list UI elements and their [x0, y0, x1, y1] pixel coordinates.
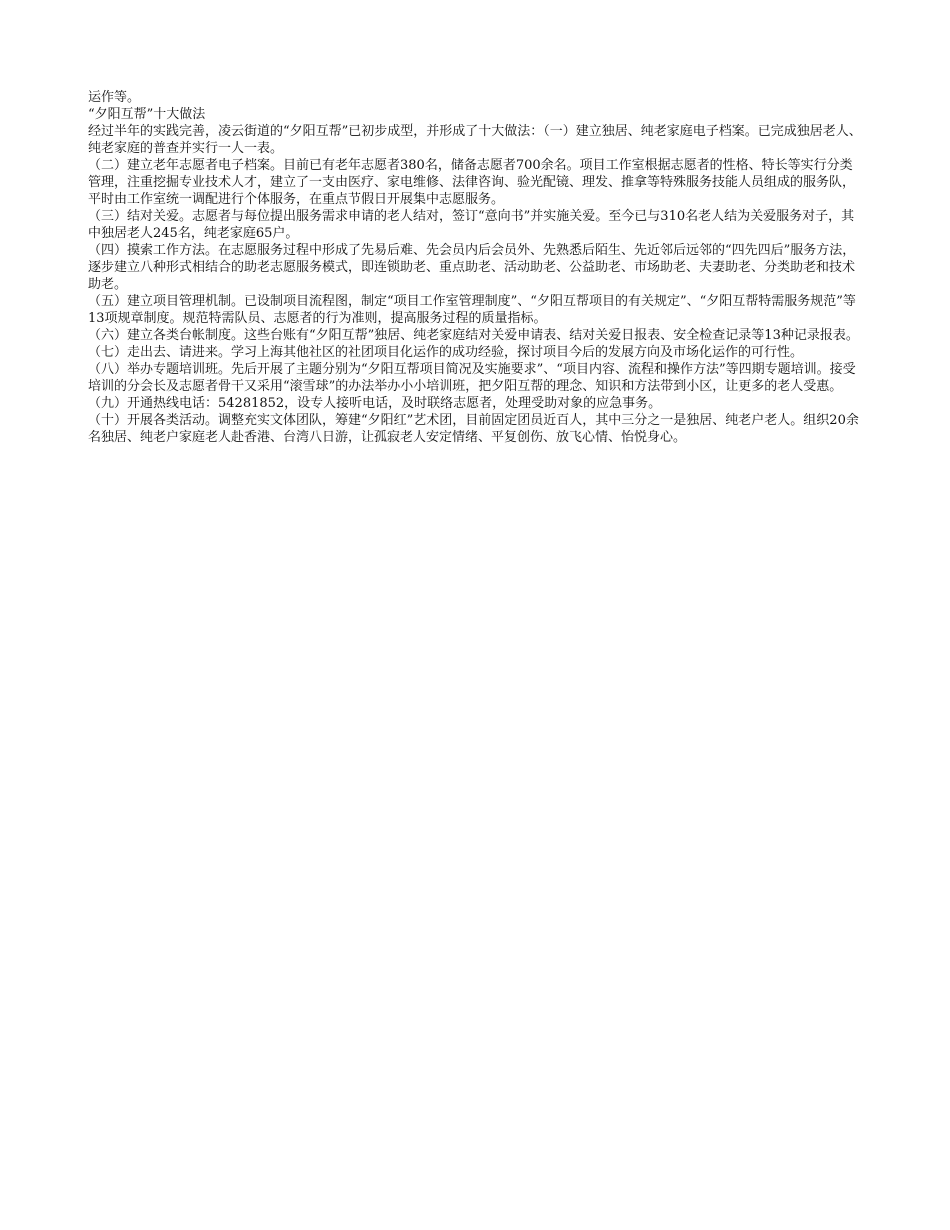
- paragraph-item-2: （二）建立老年志愿者电子档案。目前已有老年志愿者380名，储备志愿者700余名。项目工作室根据志愿者的性格、特长等实行分类管理，注重挖掘专业技术人才，建立了一支由医疗、家电维修、法律咨询、验光配镜、理发、推拿等特殊服务技能人员组成的服务队，平时由工作室统一调配进行个体服务，在重点节假日开展集中志愿服务。: [88, 158, 856, 207]
- paragraph-overview: 经过半年的实践完善，凌云街道的“夕阳互帮”已初步成型，并形成了十大做法：（一）建立独居、纯老家庭电子档案。已完成独居老人、纯老家庭的普查并实行一人一表。: [88, 124, 862, 156]
- paragraph-item-6: （六）建立各类台帐制度。这些台账有“夕阳互帮”独居、纯老家庭结对关爱申请表、结对关爱日报表、安全检查记录等13种记录报表。: [88, 328, 859, 343]
- paragraph-item-9: （九）开通热线电话：54281852，设专人接听电话，及时联络志愿者，处理受助对象的应急事务。: [88, 396, 662, 411]
- document-page: [88, 89, 864, 446]
- paragraph-item-5: （五）建立项目管理机制。已设制项目流程图，制定“项目工作室管理制度”、“夕阳互帮项目的有关规定”、“夕阳互帮特需服务规范”等13项规章制度。规范特需队员、志愿者的行为准则，提高服务过程的质量指标。: [88, 294, 856, 326]
- paragraph-item-7: （七）走出去、请进来。学习上海其他社区的社团项目化运作的成功经验，探讨项目今后的发展方向及市场化运作的可行性。: [88, 345, 804, 360]
- paragraph-item-4: （四）摸索工作方法。在志愿服务过程中形成了先易后难、先会员内后会员外、先熟悉后陌生、先近邻后远邻的“四先四后”服务方法，逐步建立八种形式相结合的助老志愿服务模式，即连锁助老、重点助老、活动助老、公益助老、市场助老、夫妻助老、分类助老和技术助老。: [88, 243, 856, 292]
- paragraph-intro-tail: 运作等。: [88, 90, 141, 105]
- paragraph-item-3: （三）结对关爱。志愿者与每位提出服务需求申请的老人结对，签订“意向书”并实施关爱。至今已与310名老人结为关爱服务对子，其中独居老人245名，纯老家庭65户。: [88, 209, 855, 241]
- paragraph-item-8: （八）举办专题培训班。先后开展了主题分别为“夕阳互帮项目简况及实施要求”、“项目内容、流程和操作方法”等四期专题培训。接受培训的分会长及志愿者骨干又采用“滚雪球”的办法举办小小培训班，把夕阳互帮的理念、知识和方法带到小区，让更多的老人受惠。: [88, 362, 856, 394]
- section-heading: “夕阳互帮”十大做法: [88, 107, 206, 122]
- paragraph-item-10: （十）开展各类活动。调整充实文体团队，筹建“夕阳红”艺术团，目前固定团员近百人，其中三分之一是独居、纯老户老人。组织20余名独居、纯老户家庭老人赴香港、台湾八日游，让孤寂老人安定情绪、平复创伤、放飞心情、怡悦身心。: [88, 413, 859, 445]
